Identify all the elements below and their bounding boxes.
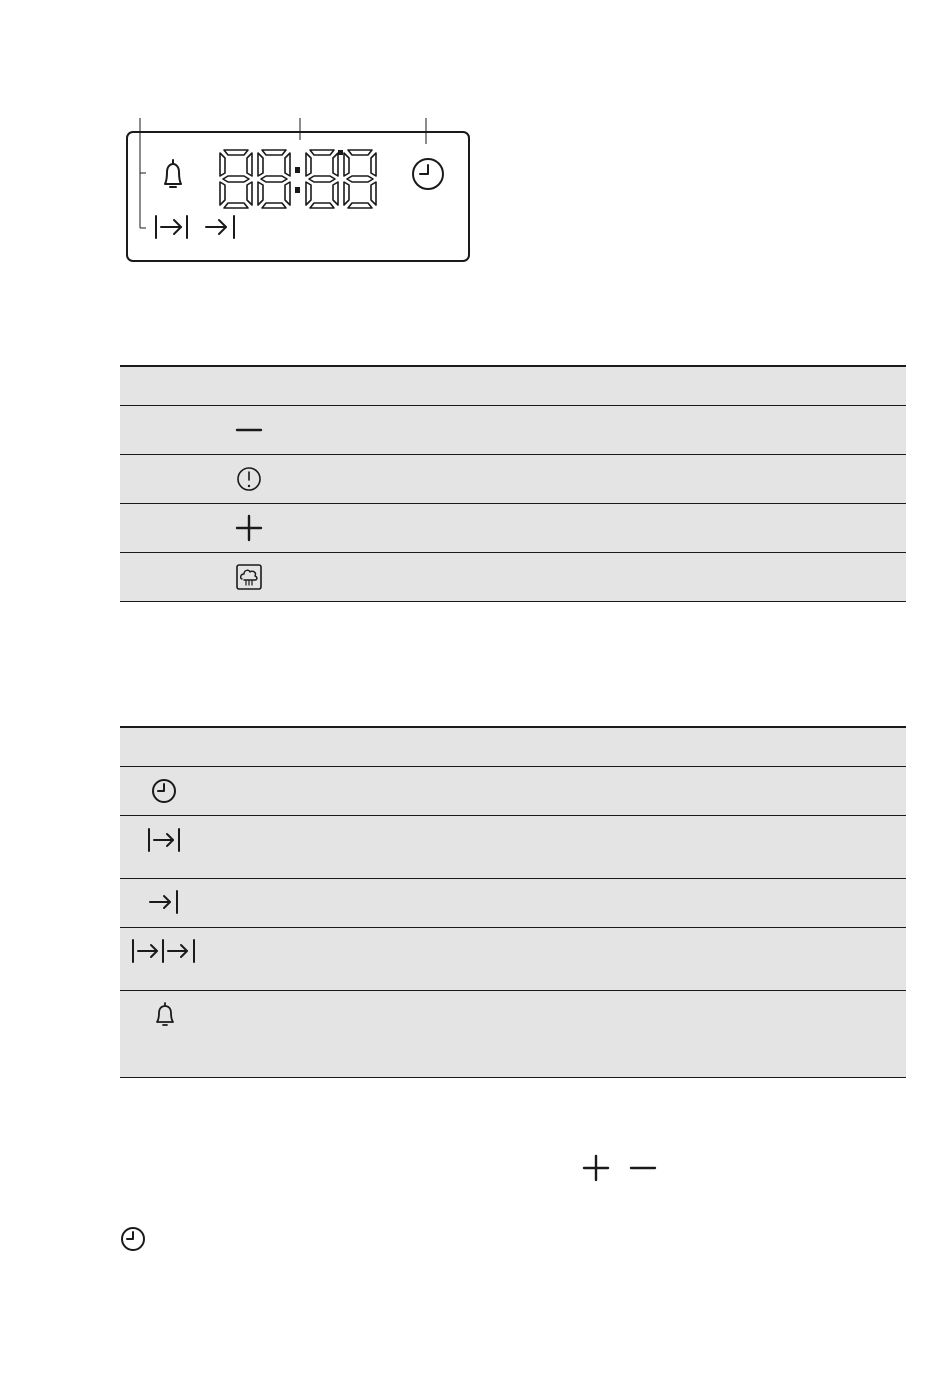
table-row bbox=[120, 406, 906, 455]
end-time-icon bbox=[206, 216, 234, 238]
table-row bbox=[120, 767, 906, 816]
digit-4 bbox=[344, 150, 376, 208]
clock-function-icon bbox=[235, 465, 263, 493]
plus-icon bbox=[582, 1154, 610, 1182]
digit-display bbox=[220, 150, 376, 208]
table-row bbox=[120, 991, 906, 1078]
clock-icon bbox=[413, 159, 443, 189]
table-row bbox=[120, 879, 906, 928]
colon bbox=[295, 167, 300, 193]
oven-display-panel bbox=[108, 118, 473, 266]
table-row bbox=[120, 928, 906, 991]
plus-icon bbox=[235, 514, 263, 542]
table-row bbox=[120, 816, 906, 879]
table-row bbox=[120, 455, 906, 504]
table-header bbox=[120, 726, 906, 767]
end-time-icon bbox=[149, 890, 181, 914]
indicator-dot bbox=[338, 150, 343, 155]
minus-icon bbox=[629, 1154, 657, 1182]
table-row bbox=[120, 553, 906, 602]
table-header bbox=[120, 365, 906, 406]
clock-icon bbox=[120, 1226, 146, 1252]
table-row bbox=[120, 504, 906, 553]
bell-icon bbox=[153, 1001, 177, 1029]
minus-icon bbox=[235, 418, 263, 442]
steam-cleaning-icon bbox=[236, 564, 262, 590]
duration-end-icon bbox=[132, 939, 198, 963]
digit-2 bbox=[258, 150, 290, 208]
callout-lines bbox=[140, 118, 426, 228]
display-frame bbox=[127, 132, 469, 261]
buttons-table bbox=[120, 365, 906, 602]
bell-icon bbox=[165, 160, 181, 187]
digit-1 bbox=[220, 150, 252, 208]
clock-icon bbox=[151, 778, 177, 804]
digit-3 bbox=[306, 150, 338, 208]
duration-icon bbox=[148, 828, 182, 852]
clock-functions-table bbox=[120, 726, 906, 1078]
duration-icon bbox=[156, 216, 187, 238]
